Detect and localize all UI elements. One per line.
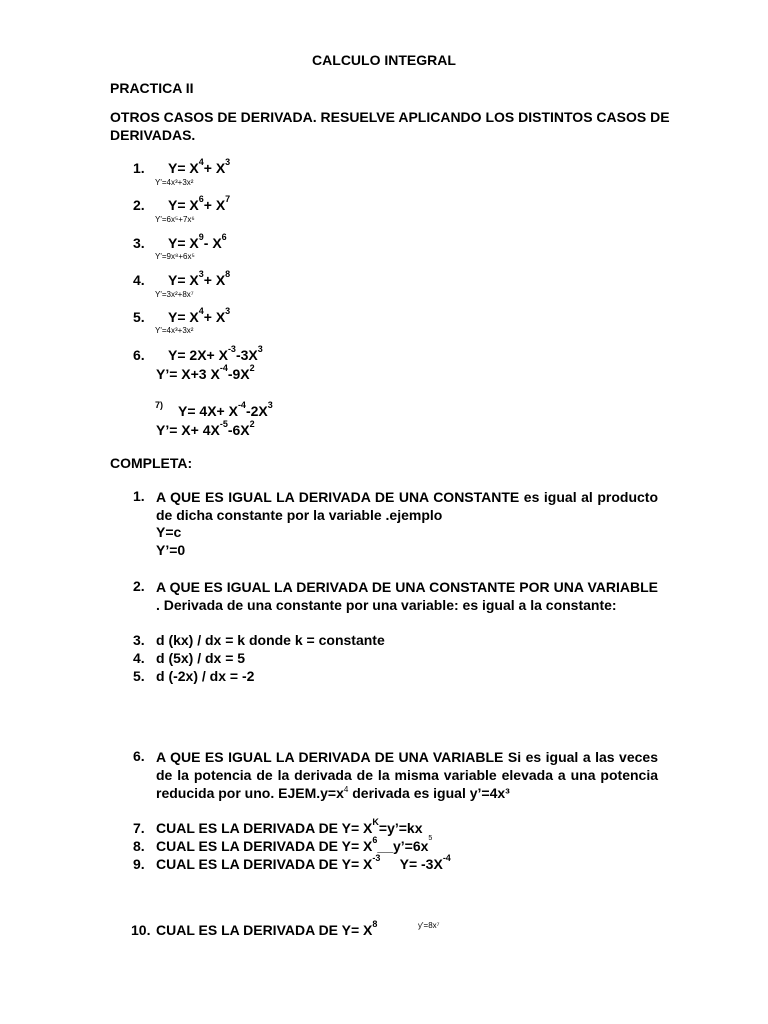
document-page: CALCULO INTEGRAL PRACTICA II OTROS CASOS DE DERIVADA. RESUELVE APLICANDO LOS DISTINTOS CASOS DE DERIVADAS. 1. $Y= X^4+ X^3$ Y'=4x³+3x² 2. $Y= X^6+ X^7$ Y'=6x⁵+7x⁶ 3. $Y= X^9-$ $X^6$ Y'=9x⁸+6x⁵ 4. $Y= X^3+ X^8$ Y'=3x²+8x⁷ 5. $Y= X^4+ X^3$ Y'=4x³+3x² 6. $Y= 2X+ X^{-3}-3X^3$ Y’= X+3 $X^{-4}-9X^2$ 7) $Y= 4X+ X^{-4}-2X^3$ Y’= $X+ 4X^{-5}-6X^2$ COMPLETA: 1. A QUE ES IGUAL LA DERIVADA DE UNA CONSTANTE es igual al producto de dicha constante por la variable .ejemplo Y=c Y’=0 2. A QUE ES IGUAL LA DERIVADA DE UNA CONSTANTE POR UNA VARIABLE . Derivada de una constante por una variable: es igual a la constante: 3. d (kx) / dx = k donde k = constante 4. d (5x) / dx = 5 5. d (-2x) / dx = -2 6. A QUE ES IGUAL LA DERIVADA DE UNA VARIABLE Si es igual a las veces de la potencia de la derivada de la misma variable elevada a una potencia reducida por uno. $EJEM.y=x^4$ derivada es igual y’=4x³ 7. CUAL ES LA DERIVADA DE $Y= X^K=y’=kx$ 8. CUAL ES LA DERIVADA DE $Y= X^6\_\_y’=6x^5$ 9. CUAL ES LA DERIVADA DE $Y= X^{-3}$ $Y= -3X^{-4}$ 10. CUAL ES LA DERIVADA DE $Y= X^8$ y'=8x⁷: [0, 0, 768, 1024]
practice-label: PRACTICA II: [110, 80, 194, 96]
answer: Y'=9x⁸+6x⁵: [155, 252, 195, 261]
answer: Y'=4x³+3x²: [155, 326, 194, 335]
answer: Y'=4x³+3x²: [155, 178, 194, 187]
answer: Y'=6x⁵+7x⁶: [155, 215, 195, 224]
completa-heading: COMPLETA:: [110, 455, 193, 471]
answer: Y’= X+3 $X^{-4}-9X^2$: [156, 363, 255, 382]
instructions: OTROS CASOS DE DERIVADA. RESUELVE APLICANDO LOS DISTINTOS CASOS DE DERIVADAS.: [110, 109, 670, 143]
answer: y'=8x⁷: [418, 921, 440, 930]
answer: Y'=3x²+8x⁷: [155, 290, 194, 299]
answer: Y’= $X+ 4X^{-5}-6X^2$: [156, 419, 255, 438]
page-title: CALCULO INTEGRAL: [312, 52, 456, 68]
